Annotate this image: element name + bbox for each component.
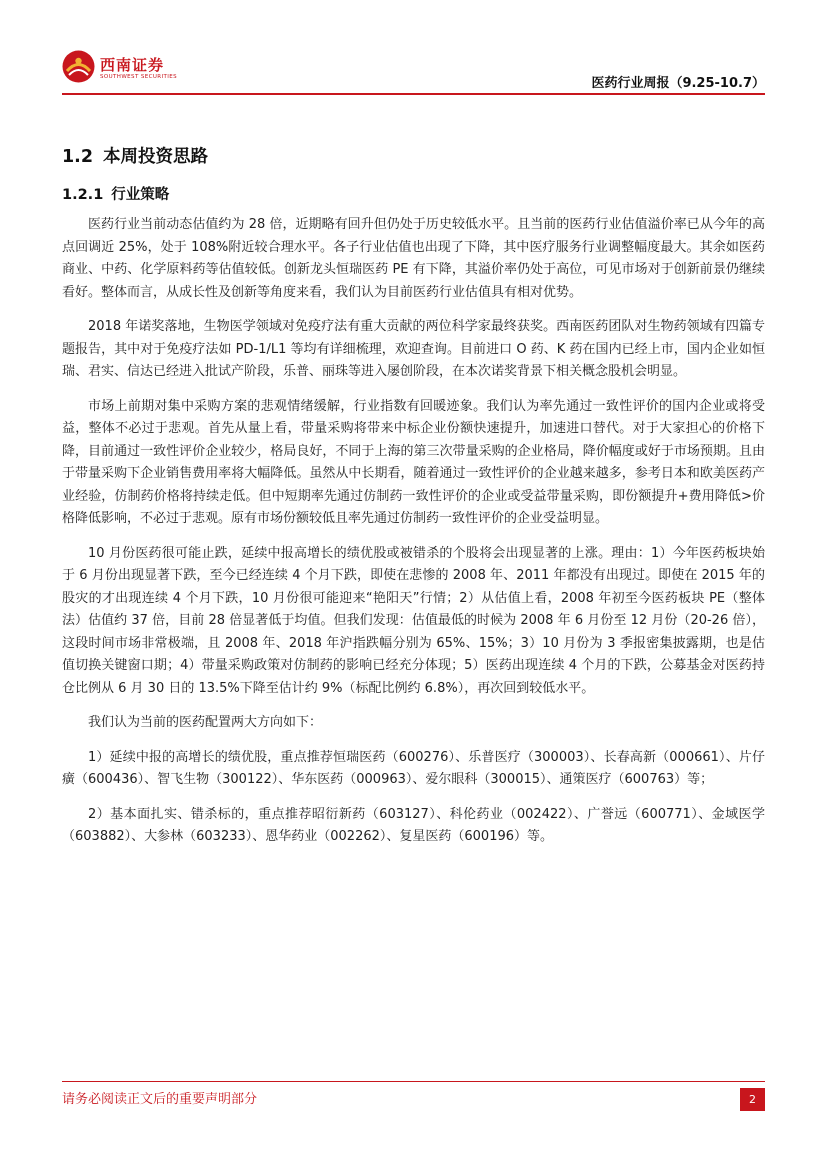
subsection-heading [62, 183, 169, 204]
page-number: 2 [740, 1088, 765, 1111]
section-number: 1.2 [62, 147, 94, 167]
footer-divider [62, 1081, 765, 1082]
paragraph-procurement: 市场上前期对集中采购方案的悲观情绪缓解，行业指数有回暖迹象。我们认为率先通过一致性评价的国内企业或将受益，整体不必过于悲观。首先从量上看，带量采购将带来中标企业份额快速提升，加速进口替代。对于大家担心的价格下降，目前通过一致性评价企业较少，格局良好，不同于上海的第三次带量采购的企业格局，降价幅度或好于市场预期。且由于带量采购下企业销售费用率将大幅降低。虽然从中长期看，随着通过一致性评价的企业越来越多，参考日本和欧美医药产业经验，仿制药价格将持续走低。但中短期率先通过仿制药一致性评价的企业或受益带量采购，即份额提升+费用降低>价格降低影响，不必过于悲观。原有市场份额较低且率先通过仿制药一致性评价的企业受益明显。 [62, 398, 765, 526]
paragraph-valuation: 医药行业当前动态估值约为 28 倍，近期略有回升但仍处于历史较低水平。且当前的医药行业估值溢价率已从今年的高点回调近 25%，处于 108%附近较合理水平。各子行业估值也出现了下降，其中医疗服务行业调整幅度最大。其余如医药商业、中药、化学原料药等估值较低。创新龙头恒瑞医药 PE 有下降，其溢价率仍处于高位，可见市场对于创新前景仍继续看好。整体而言，从成长性及创新等角度来看，我们认为目前医药行业估值具有相对优势。 [62, 217, 765, 300]
paragraph-nobel-prize: 2018 年诺奖落地，生物医学领域对免疫疗法有重大贡献的两位科学家最终获奖。西南医药团队对生物药领域有四篇专题报告，其中对于免疫疗法如 PD-1/L1 等均有详细梳理，欢迎查询。目前进口 O 药、K 药在国内已经上市，国内企业如恒瑞、君实、信达已经进入批试产阶段，乐普、丽珠等进入屡创阶段，在本次诺奖背景下相关概念股机会明显。 [62, 319, 765, 379]
logo-emblem-icon [62, 50, 95, 83]
paragraph-direction-undervalued: 2）基本面扎实、错杀标的，重点推荐昭衍新药（603127）、科伦药业（002422）、广誉远（600771）、金域医学（603882）、大参林（603233）、恩华药业（002262）、复星医药（600196）等。 [62, 806, 765, 844]
logo-chinese-name: 西南证券 [100, 56, 165, 74]
logo-english-name: SOUTHWEST SECURITIES [100, 74, 178, 80]
section-title: 本周投资思路 [103, 147, 209, 167]
paragraph-allocation-intro: 我们认为当前的医药配置两大方向如下： [88, 715, 323, 730]
footer-disclaimer: 请务必阅读正文后的重要声明部分 [62, 1092, 258, 1107]
header-divider [62, 93, 765, 95]
body-content [62, 214, 765, 861]
report-title: 医药行业周报（9.25-10.7） [591, 76, 765, 91]
subsection-title: 行业策略 [111, 187, 170, 203]
paragraph-october-outlook: 10 月份医药很可能止跌，延续中报高增长的绩优股或被错杀的个股将会出现显著的上涨。理由：1）今年医药板块始于 6 月份出现显著下跌，至今已经连续 4 个月下跌，即使在悲惨的 2008 年、2011 年都没有出现过。即使在 2015 年的股灾的才出现连续 4 个月下跌，10 月份很可能迎来“艳阳天”行情；2）从估值上看，2008 年初至今医药板块 PE（整体法）估值约 37 倍，目前 28 倍显著低于均值。但我们发现：估值最低的时候为 2008 年 6 月份至 12 月份（20-26 倍），这段时间市场非常极端，且 2008 年、2018 年沪指跌幅分别为 65%、15%；3）10 月份为 3 季报密集披露期，也是估值切换关键窗口期；4）带量采购政策对仿制药的影响已经充分体现；5）医药出现连续 4 个月的下跌，公募基金对医药持仓比例从 6 月 30 日的 13.5%下降至估计约 9%（标配比例约 6.8%），再次回到较低水平。 [62, 545, 765, 696]
paragraph-direction-growth: 1）延续中报的高增长的绩优股，重点推荐恒瑞医药（600276）、乐普医疗（300003）、长春高新（000661）、片仔癀（600436）、智飞生物（300122）、华东医药（000963）、爱尔眼科（300015）、通策医疗（600763）等； [62, 749, 765, 787]
section-heading [62, 143, 208, 168]
subsection-number: 1.2.1 [62, 187, 104, 203]
company-logo [62, 50, 212, 86]
